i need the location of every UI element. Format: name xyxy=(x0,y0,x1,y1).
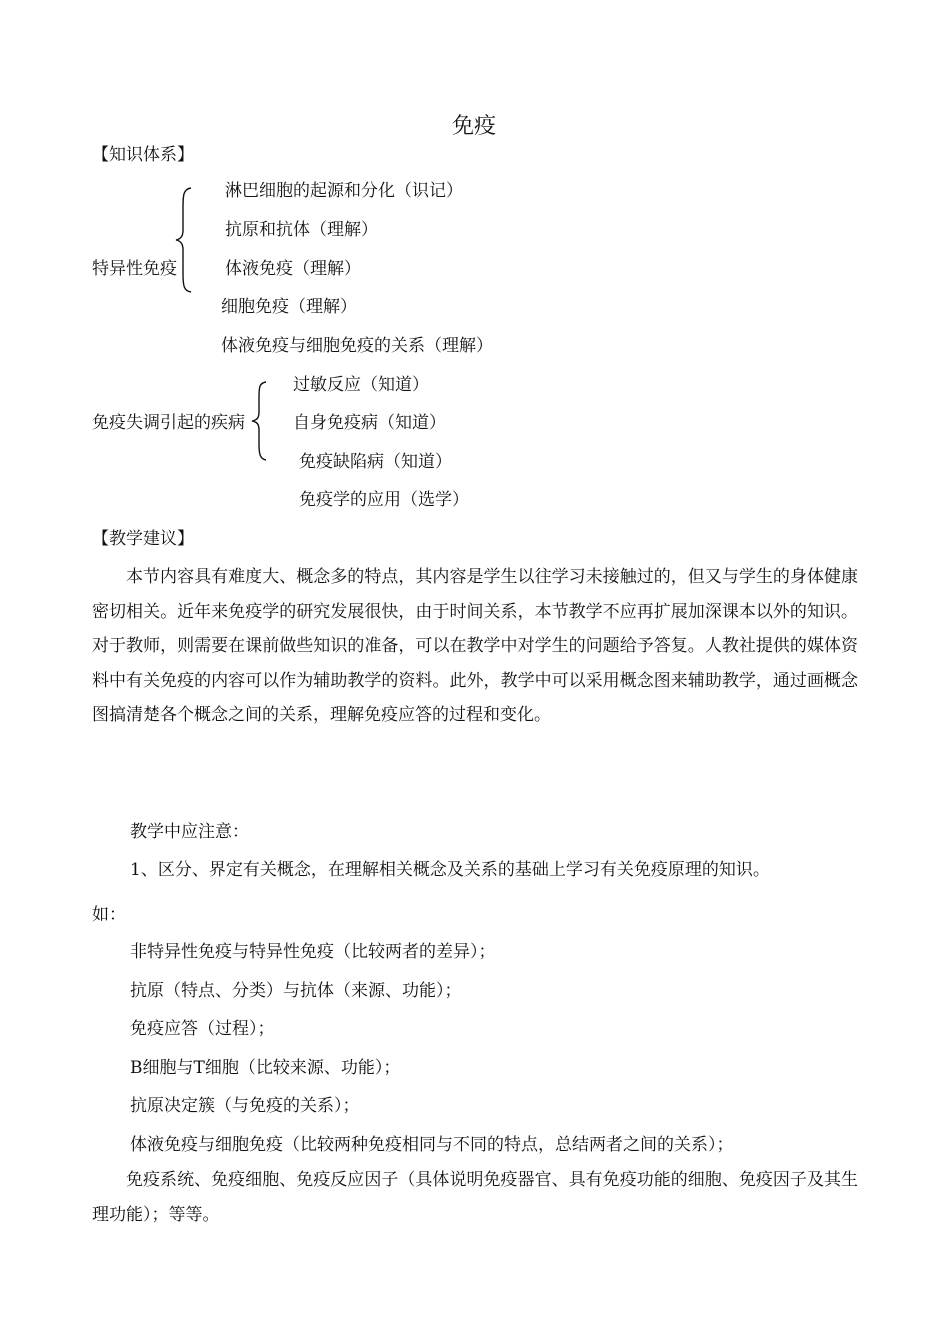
list-item: 过敏反应（知道） xyxy=(293,375,429,395)
list-item: 自身免疫病（知道） xyxy=(293,413,446,433)
section-heading-teaching: 【教学建议】 xyxy=(92,529,194,549)
list-item: 淋巴细胞的起源和分化（识记） xyxy=(225,181,463,201)
point-1-line-1: 1、区分、界定有关概念，在理解相关概念及关系的基础上学习有关免疫原理的知识。 xyxy=(130,860,770,880)
list-item: 非特异性免疫与特异性免疫（比较两者的差异）； xyxy=(130,942,496,962)
list-item: 体液免疫与细胞免疫的关系（理解） xyxy=(221,336,493,356)
immune-disorder-label: 免疫失调引起的疾病 xyxy=(92,413,245,433)
list-item: 体液免疫与细胞免疫（比较两种免疫相同与不同的特点，总结两者之间的关系）； xyxy=(130,1135,734,1155)
teaching-intro-paragraph: 本节内容具有难度大、概念多的特点，其内容是学生以往学习未接触过的，但又与学生的身体健康密切相关。近年来免疫学的研究发展很快，由于时间关系，本节教学不应再扩展加深课本以外的知识。对于教师，则需要在课前做些知识的准备，可以在教学中对学生的问题给予答复。人教社提供的媒体资料中有关免疫的内容可以作为辅助教学的资料。此外，教学中可以采用概念图来辅助教学，通过画概念图搞清楚各个概念之间的关系，理解免疫应答的过程和变化。 xyxy=(92,567,858,725)
list-item: 细胞免疫（理解） xyxy=(221,297,357,317)
list-item: 免疫学的应用（选学） xyxy=(299,490,469,510)
list-item: B细胞与T细胞（比较来源、功能）； xyxy=(130,1058,401,1078)
last-paragraph: 免疫系统、免疫细胞、免疫反应因子（具体说明免疫器官、具有免疫功能的细胞、免疫因子及其生理功能）；等等。 xyxy=(92,1170,858,1225)
list-item: 抗原和抗体（理解） xyxy=(225,220,378,240)
list-item: 免疫缺陷病（知道） xyxy=(299,452,452,472)
page-title: 免疫 xyxy=(452,114,497,139)
list-item: 抗原（特点、分类）与抗体（来源、功能）； xyxy=(130,981,462,1001)
list-item: 免疫应答（过程）； xyxy=(130,1019,275,1039)
specific-immunity-label: 特异性免疫 xyxy=(92,259,177,279)
list-item: 抗原决定簇（与免疫的关系）； xyxy=(130,1096,360,1116)
brace-disorder xyxy=(248,380,270,462)
note-heading: 教学中应注意： xyxy=(130,822,249,842)
point-1-line-2: 如： xyxy=(92,905,126,925)
section-heading-knowledge: 【知识体系】 xyxy=(92,145,194,165)
list-item: 体液免疫（理解） xyxy=(225,259,361,279)
